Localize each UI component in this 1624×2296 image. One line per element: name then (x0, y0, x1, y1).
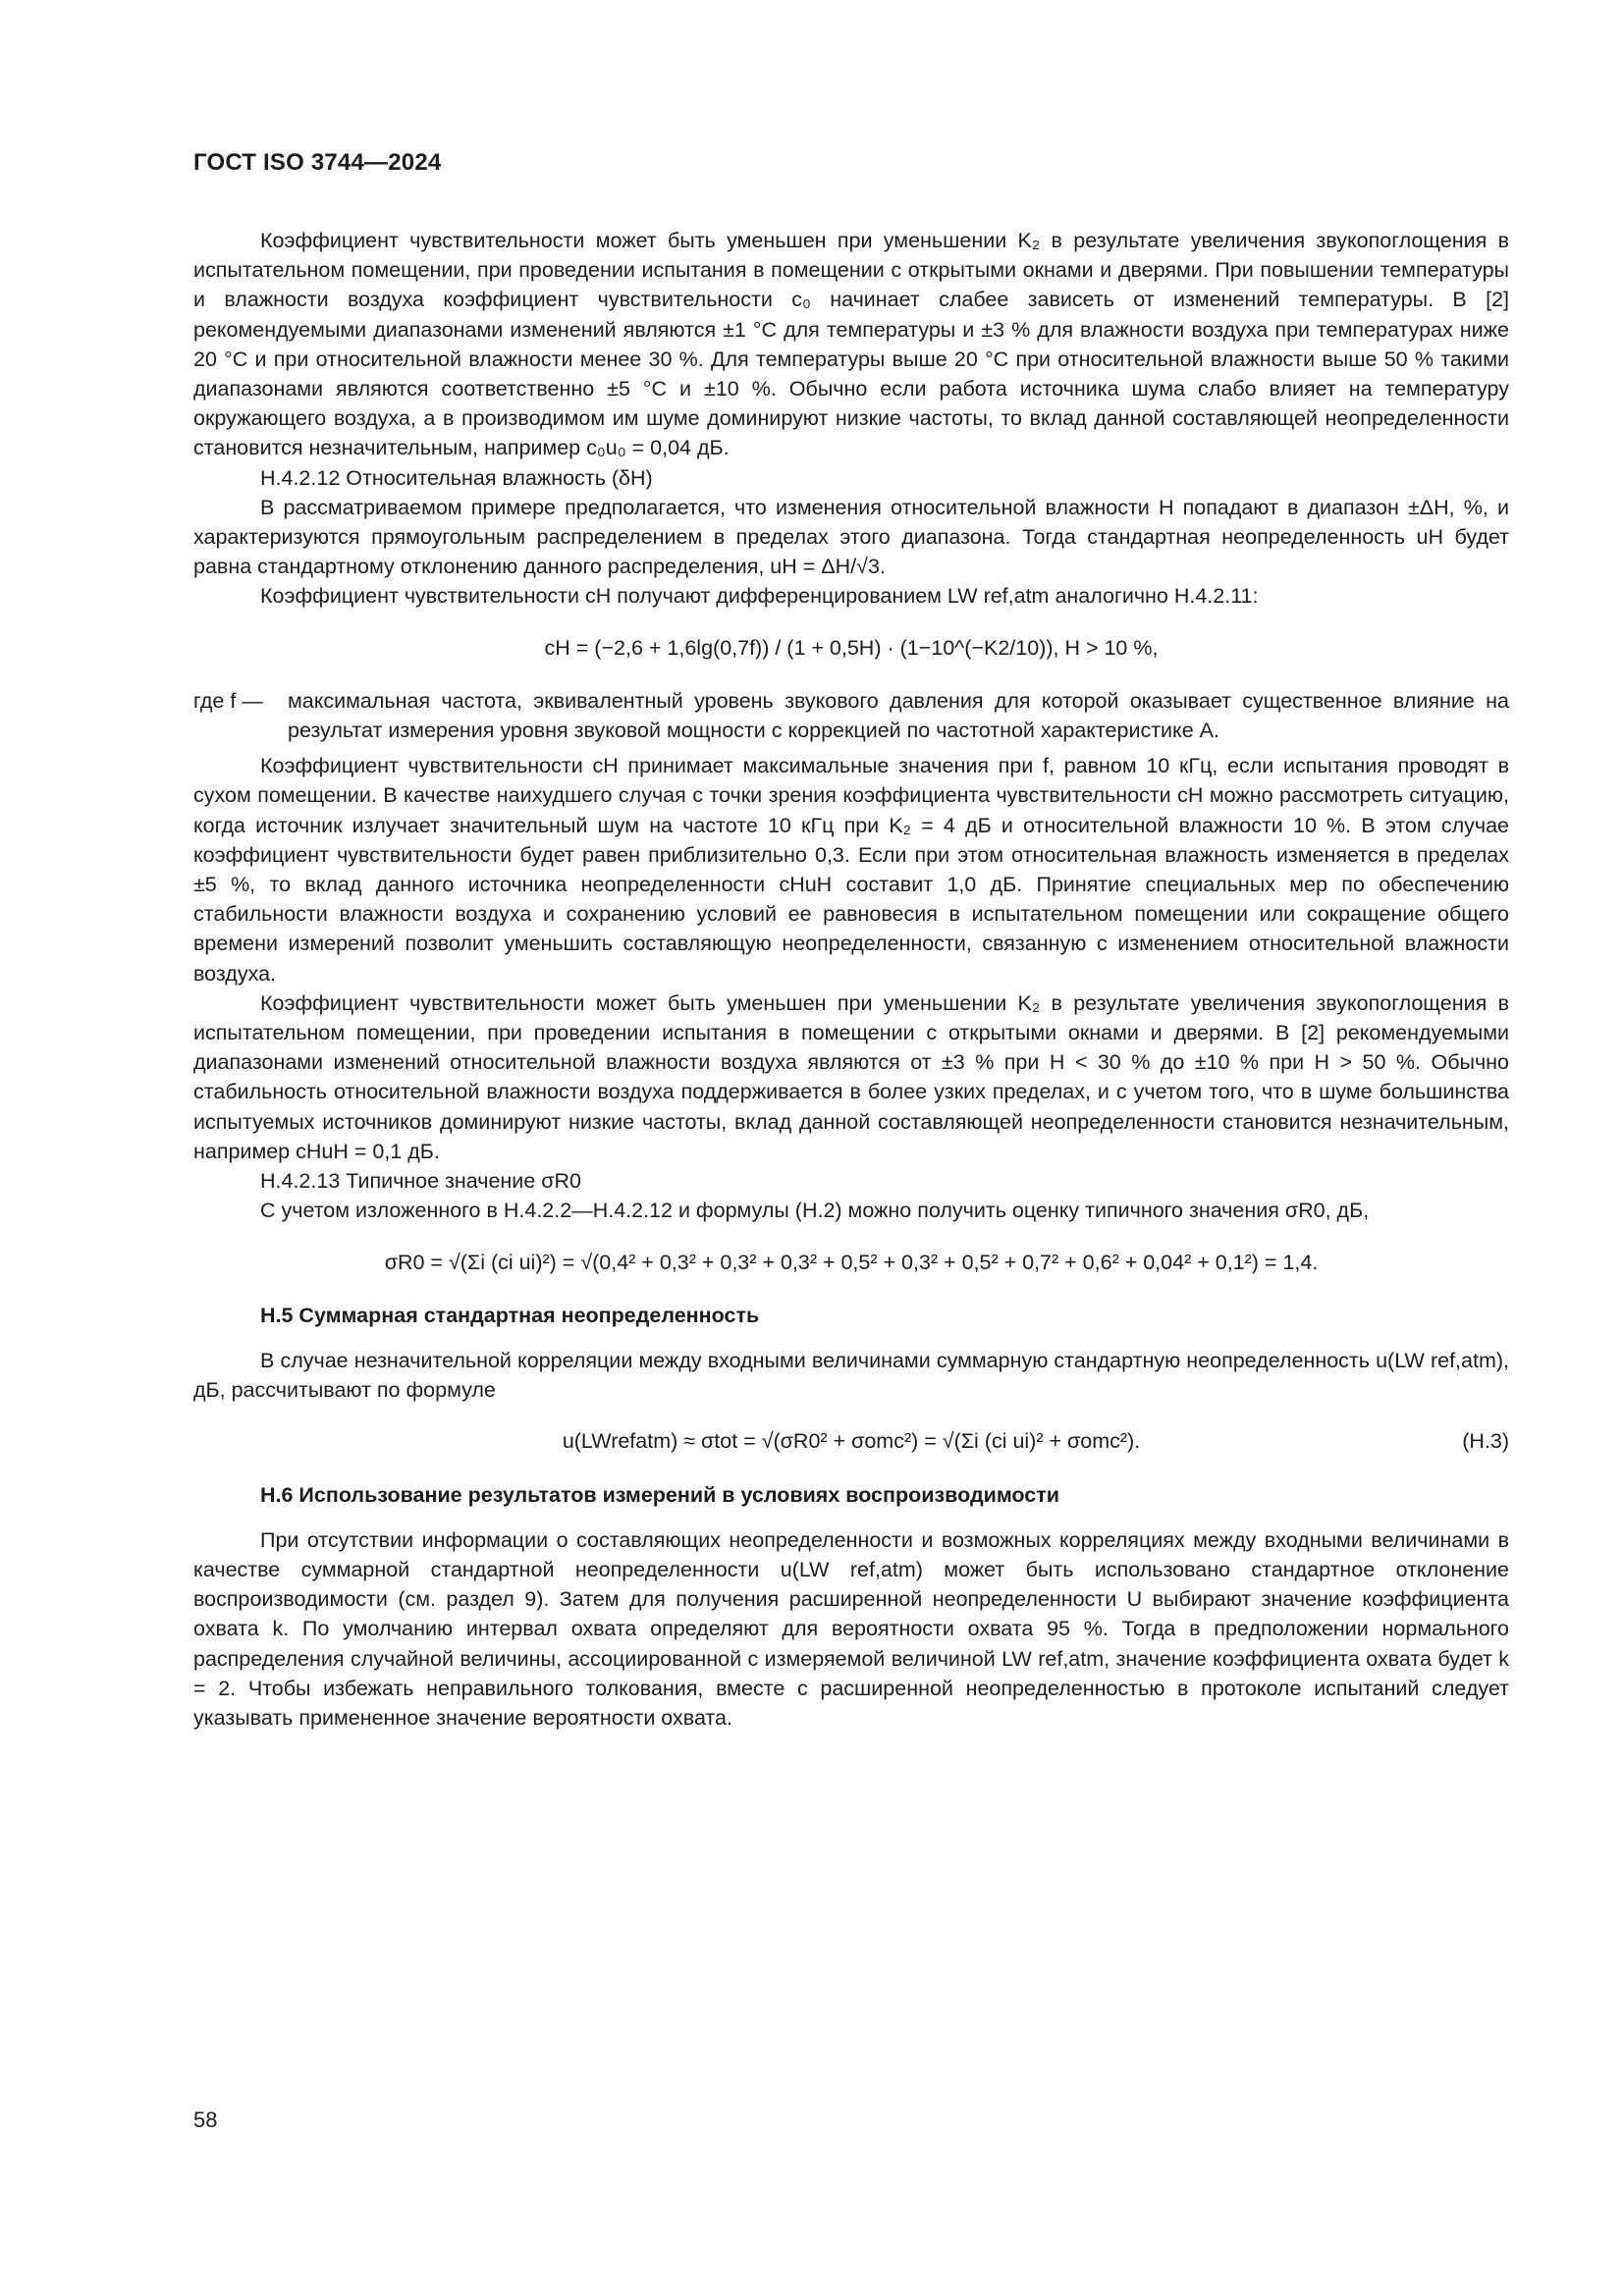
subsection-heading-humidity: Н.4.2.12 Относительная влажность (δH) (260, 465, 653, 490)
paragraph-reproducibility: При отсутствии информации о составляющих неопределенности и возможных корреляциях между входными величинами в качестве суммарной стандартной неопределенности u(LW ref,atm) может быть использовано стандартное отклонение воспроизводимости (см. раздел 9). Затем для получения расширенной неопределенности U выбирают значение коэффициента охвата k. По умолчанию интервал охвата определяют для вероятности охвата 95 %. Тогда в предположении нормального распределения случайной величины, ассоциированной с измеряемой величиной LW ref,atm, значение коэффициента охвата будет k = 2. Чтобы избежать неправильного толкования, вместе с расширенной неопределенностью в протоколе испытаний следует указывать примененное значение вероятности охвата. (193, 1527, 1509, 1730)
paragraph-temperature-sensitivity: Коэффициент чувствительности может быть уменьшен при уменьшении K₂ в результате увеличения звукопоглощения в испытательном помещении, при проведении испытания в помещении с открытыми окнами и дверями. При повышении температуры и влажности воздуха коэффициент чувствительности c₀ начинает слабее зависеть от изменений температуры. В [2] рекомендуемыми диапазонами изменений являются ±1 °C для температуры и ±3 % для влажности воздуха при температурах ниже 20 °C и при относительной влажности менее 30 %. Для температуры выше 20 °C при относительной влажности выше 50 % такими диапазонами являются соответственно ±5 °C и ±10 %. Обычно если работа источника шума слабо влияет на температуру окружающего воздуха, а в производимом им шуме доминируют низкие частоты, то вклад данной составляющей неопределенности становится незначительным, например c₀u₀ = 0,04 дБ. (193, 229, 1509, 460)
section-title-reproducibility: Н.6 Использование результатов измерений в условиях воспроизводимости (260, 1482, 1059, 1507)
page-body (193, 226, 1509, 1733)
paragraph-typical-value: С учетом изложенного в Н.4.2.2—Н.4.2.12 и формулы (Н.2) можно получить оценку типичного значения σR0, дБ, (260, 1199, 1370, 1223)
paragraph-max-sensitivity: Коэффициент чувствительности cH принимает максимальные значения при f, равном 10 кГц, если испытания проводят в сухом помещении. В качестве наихудшего случая с точки зрения коэффициента чувствительности cH можно рассмотреть ситуацию, когда источник излучает значительный шум на частоте 10 кГц при K₂ = 4 дБ и относительной влажности 10 %. В этом случае коэффициент чувствительности будет равен приблизительно 0,3. Если при этом относительная влажность изменяется в пределах ±5 %, то вклад данного источника неопределенности cHuH составит 1,0 дБ. Принятие специальных мер по обеспечению стабильности влажности воздуха и сохранению условий ее равновесия в испытательном помещении или сокращение общего времени измерений позволит уменьшить составляющую неопределенности, связанную с изменением относительной влажности воздуха. (193, 754, 1509, 986)
paragraph-combined-uncertainty: В случае незначительной корреляции между входными величинами суммарную стандартную неопределенность u(LW ref,atm), дБ, рассчитывают по формуле (193, 1348, 1509, 1403)
where-definition (193, 686, 1509, 745)
page-number: 58 (193, 2108, 218, 2132)
equation-number: (Н.3) (1462, 1429, 1509, 1454)
formula-sigma-r0: σR0 = √(Σi (ci ui)²) = √(0,4² + 0,3² + 0,3² + 0,3² + 0,5² + 0,3² + 0,5² + 0,7² + 0,6² + 0,04² + 0,1²) = 1,4. (384, 1250, 1319, 1274)
paragraph-sensitivity-coefficient: Коэффициент чувствительности cH получают дифференцированием LW ref,atm аналогично Н.4.2.11: (260, 584, 1259, 609)
formula-u-total: u(LWrefatm) ≈ σtot = √(σR0² + σomc²) = √(Σi (ci ui)² + σomc²). (562, 1429, 1141, 1454)
paragraph-humidity-example: В рассматриваемом примере предполагается, что изменения относительной влажности H попадают в диапазон ±ΔH, %, и характеризуются прямоугольным распределением в пределах этого диапазона. Тогда стандартная неопределенность uH будет равна стандартному отклонению данного распределения, uH = ΔH/√3. (193, 495, 1509, 579)
paragraph-humidity-ranges: Коэффициент чувствительности может быть уменьшен при уменьшении K₂ в результате увеличения звукопоглощения в испытательном помещении, при проведении испытания в помещении с открытыми окнами и дверями. В [2] рекомендуемыми диапазонами изменений относительной влажности воздуха являются от ±3 % при H < 30 % до ±10 % при H > 50 %. Обычно стабильность относительной влажности воздуха поддерживается в более узких пределах, и с учетом того, что в шуме большинства испытуемых источников доминируют низкие частоты, вклад данной составляющей неопределенности становится незначительным, например cHuH = 0,1 дБ. (193, 990, 1509, 1163)
document-header: ГОСТ ISO 3744—2024 (193, 149, 442, 176)
formula-u-total-row (193, 1426, 1509, 1456)
where-text: максимальная частота, эквивалентный уровень звукового давления для которой оказывает существенное влияние на результат измерения уровня звуковой мощности с коррекцией по частотной характеристике А. (288, 688, 1509, 743)
where-label: где f — (193, 688, 263, 713)
subsection-heading-typical-value: Н.4.2.13 Типичное значение σR0 (260, 1169, 582, 1194)
formula-cH: cH = (−2,6 + 1,6lg(0,7f)) / (1 + 0,5H) · (1−10^(−K2/10)), H > 10 %, (544, 635, 1159, 660)
section-title-combined-uncertainty: Н.5 Суммарная стандартная неопределенность (260, 1303, 760, 1327)
